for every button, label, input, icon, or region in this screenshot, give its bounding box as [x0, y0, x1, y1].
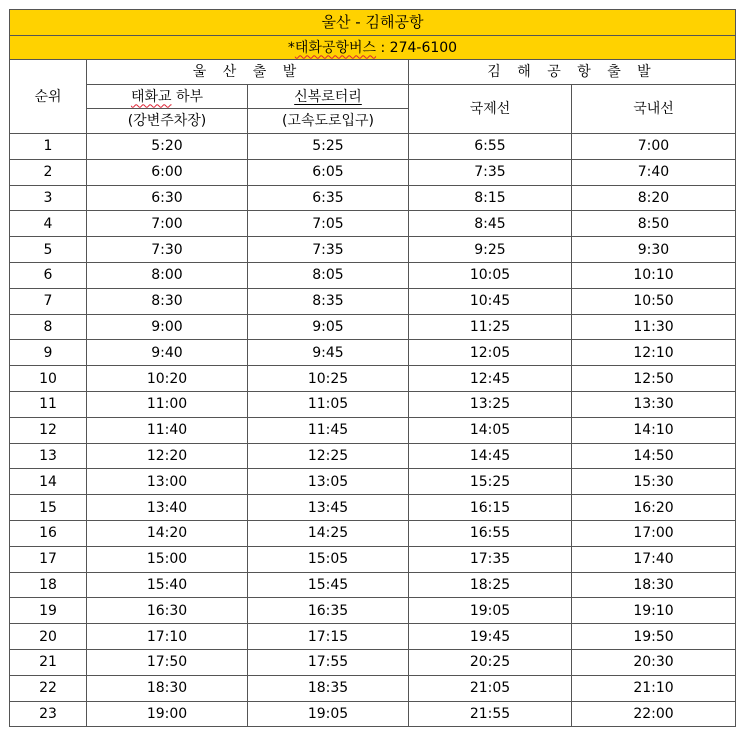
cell-domestic-time: 14:10 — [572, 417, 736, 443]
cell-international-time: 19:45 — [409, 624, 572, 650]
cell-domestic-time: 7:40 — [572, 159, 736, 185]
bus-company-phone — [10, 36, 736, 60]
cell-international-time: 13:25 — [409, 391, 572, 417]
cell-international-time: 8:45 — [409, 211, 572, 237]
cell-order: 18 — [10, 572, 87, 598]
cell-taehwa-time: 6:30 — [87, 185, 248, 211]
cell-taehwa-time: 7:00 — [87, 211, 248, 237]
cell-order: 5 — [10, 237, 87, 263]
cell-international-time: 7:35 — [409, 159, 572, 185]
cell-order: 22 — [10, 675, 87, 701]
cell-order: 23 — [10, 701, 87, 727]
header-sinbok-stop: 신복로터리 — [248, 85, 409, 109]
cell-domestic-time: 19:10 — [572, 598, 736, 624]
cell-domestic-time: 17:40 — [572, 546, 736, 572]
cell-sinbok-time: 17:55 — [248, 649, 409, 675]
cell-taehwa-time: 12:20 — [87, 443, 248, 469]
cell-order: 19 — [10, 598, 87, 624]
phone-row — [10, 36, 736, 60]
bus-timetable — [9, 9, 736, 727]
cell-sinbok-time: 13:45 — [248, 495, 409, 521]
table-row — [10, 649, 736, 675]
group-header-row — [10, 60, 736, 85]
cell-international-time: 16:15 — [409, 495, 572, 521]
cell-domestic-time: 13:30 — [572, 391, 736, 417]
stop-name-row — [10, 85, 736, 109]
table-row — [10, 546, 736, 572]
cell-taehwa-time: 15:40 — [87, 572, 248, 598]
header-taehwa-sub: (강변주차장) — [87, 109, 248, 134]
cell-order: 15 — [10, 495, 87, 521]
cell-order: 2 — [10, 159, 87, 185]
cell-domestic-time: 17:00 — [572, 520, 736, 546]
taehwa-stop-name-suffix: 하부 — [171, 88, 204, 105]
cell-sinbok-time: 9:45 — [248, 340, 409, 366]
table-row — [10, 675, 736, 701]
table-row — [10, 134, 736, 160]
cell-taehwa-time: 17:10 — [87, 624, 248, 650]
cell-international-time: 6:55 — [409, 134, 572, 160]
cell-international-time: 15:25 — [409, 469, 572, 495]
cell-taehwa-time: 9:40 — [87, 340, 248, 366]
cell-sinbok-time: 15:05 — [248, 546, 409, 572]
table-row — [10, 469, 736, 495]
table-row — [10, 598, 736, 624]
cell-international-time: 21:55 — [409, 701, 572, 727]
table-row — [10, 443, 736, 469]
cell-international-time: 11:25 — [409, 314, 572, 340]
cell-sinbok-time: 11:05 — [248, 391, 409, 417]
cell-sinbok-time: 15:45 — [248, 572, 409, 598]
header-international: 국제선 — [409, 85, 572, 134]
header-sinbok-sub: (고속도로입구) — [248, 109, 409, 134]
cell-sinbok-time: 12:25 — [248, 443, 409, 469]
header-gimhae-departure: 김 해 공 항 출 발 — [409, 60, 736, 85]
cell-international-time: 9:25 — [409, 237, 572, 263]
table-row — [10, 391, 736, 417]
cell-international-time: 8:15 — [409, 185, 572, 211]
cell-order: 12 — [10, 417, 87, 443]
cell-taehwa-time: 13:40 — [87, 495, 248, 521]
cell-international-time: 14:45 — [409, 443, 572, 469]
cell-sinbok-time: 10:25 — [248, 366, 409, 392]
header-ulsan-departure: 울 산 출 발 — [87, 60, 409, 85]
cell-domestic-time: 8:50 — [572, 211, 736, 237]
cell-domestic-time: 20:30 — [572, 649, 736, 675]
cell-domestic-time: 10:50 — [572, 288, 736, 314]
cell-order: 10 — [10, 366, 87, 392]
table-row — [10, 159, 736, 185]
cell-domestic-time: 10:10 — [572, 262, 736, 288]
cell-order: 11 — [10, 391, 87, 417]
cell-taehwa-time: 14:20 — [87, 520, 248, 546]
cell-international-time: 17:35 — [409, 546, 572, 572]
cell-order: 1 — [10, 134, 87, 160]
cell-taehwa-time: 18:30 — [87, 675, 248, 701]
phone-prefix: * — [287, 39, 295, 56]
cell-taehwa-time: 8:00 — [87, 262, 248, 288]
cell-taehwa-time: 5:20 — [87, 134, 248, 160]
cell-domestic-time: 12:50 — [572, 366, 736, 392]
bus-company-name: 태화공항버스 — [294, 39, 377, 56]
table-row — [10, 417, 736, 443]
cell-sinbok-time: 5:25 — [248, 134, 409, 160]
cell-order: 4 — [10, 211, 87, 237]
cell-taehwa-time: 15:00 — [87, 546, 248, 572]
cell-international-time: 10:05 — [409, 262, 572, 288]
cell-taehwa-time: 19:00 — [87, 701, 248, 727]
cell-domestic-time: 11:30 — [572, 314, 736, 340]
cell-domestic-time: 18:30 — [572, 572, 736, 598]
cell-domestic-time: 16:20 — [572, 495, 736, 521]
cell-domestic-time: 14:50 — [572, 443, 736, 469]
cell-order: 13 — [10, 443, 87, 469]
cell-international-time: 16:55 — [409, 520, 572, 546]
table-row — [10, 366, 736, 392]
cell-domestic-time: 8:20 — [572, 185, 736, 211]
cell-sinbok-time: 18:35 — [248, 675, 409, 701]
table-row — [10, 624, 736, 650]
table-row — [10, 288, 736, 314]
cell-taehwa-time: 13:00 — [87, 469, 248, 495]
cell-order: 20 — [10, 624, 87, 650]
cell-domestic-time: 22:00 — [572, 701, 736, 727]
cell-sinbok-time: 8:35 — [248, 288, 409, 314]
cell-sinbok-time: 8:05 — [248, 262, 409, 288]
table-row — [10, 340, 736, 366]
cell-taehwa-time: 11:40 — [87, 417, 248, 443]
header-domestic: 국내선 — [572, 85, 736, 134]
cell-sinbok-time: 17:15 — [248, 624, 409, 650]
cell-order: 7 — [10, 288, 87, 314]
cell-order: 9 — [10, 340, 87, 366]
cell-taehwa-time: 9:00 — [87, 314, 248, 340]
taehwa-stop-name: 태화교 — [130, 88, 172, 105]
cell-domestic-time: 19:50 — [572, 624, 736, 650]
cell-sinbok-time: 6:05 — [248, 159, 409, 185]
cell-taehwa-time: 16:30 — [87, 598, 248, 624]
cell-taehwa-time: 10:20 — [87, 366, 248, 392]
table-row — [10, 495, 736, 521]
cell-sinbok-time: 7:05 — [248, 211, 409, 237]
cell-taehwa-time: 8:30 — [87, 288, 248, 314]
cell-domestic-time: 9:30 — [572, 237, 736, 263]
cell-sinbok-time: 7:35 — [248, 237, 409, 263]
cell-sinbok-time: 9:05 — [248, 314, 409, 340]
cell-sinbok-time: 13:05 — [248, 469, 409, 495]
cell-taehwa-time: 11:00 — [87, 391, 248, 417]
cell-sinbok-time: 6:35 — [248, 185, 409, 211]
title-row — [10, 10, 736, 36]
cell-order: 16 — [10, 520, 87, 546]
phone-number: : 274-6100 — [376, 39, 458, 56]
cell-domestic-time: 7:00 — [572, 134, 736, 160]
cell-order: 3 — [10, 185, 87, 211]
cell-international-time: 20:25 — [409, 649, 572, 675]
table-row — [10, 237, 736, 263]
header-order: 순위 — [10, 60, 87, 134]
cell-order: 6 — [10, 262, 87, 288]
cell-international-time: 14:05 — [409, 417, 572, 443]
cell-international-time: 12:45 — [409, 366, 572, 392]
cell-international-time: 21:05 — [409, 675, 572, 701]
cell-international-time: 10:45 — [409, 288, 572, 314]
table-row — [10, 572, 736, 598]
table-row — [10, 520, 736, 546]
cell-domestic-time: 15:30 — [572, 469, 736, 495]
cell-order: 17 — [10, 546, 87, 572]
table-row — [10, 262, 736, 288]
header-taehwa-stop — [87, 85, 248, 109]
cell-order: 8 — [10, 314, 87, 340]
table-row — [10, 211, 736, 237]
cell-order: 21 — [10, 649, 87, 675]
cell-sinbok-time: 14:25 — [248, 520, 409, 546]
cell-international-time: 19:05 — [409, 598, 572, 624]
cell-international-time: 12:05 — [409, 340, 572, 366]
cell-order: 14 — [10, 469, 87, 495]
cell-international-time: 18:25 — [409, 572, 572, 598]
cell-domestic-time: 21:10 — [572, 675, 736, 701]
cell-domestic-time: 12:10 — [572, 340, 736, 366]
cell-taehwa-time: 17:50 — [87, 649, 248, 675]
cell-taehwa-time: 6:00 — [87, 159, 248, 185]
cell-sinbok-time: 19:05 — [248, 701, 409, 727]
cell-sinbok-time: 11:45 — [248, 417, 409, 443]
cell-sinbok-time: 16:35 — [248, 598, 409, 624]
timetable-title: 울산 - 김해공항 — [10, 10, 736, 36]
table-row — [10, 701, 736, 727]
table-row — [10, 185, 736, 211]
cell-taehwa-time: 7:30 — [87, 237, 248, 263]
table-row — [10, 314, 736, 340]
